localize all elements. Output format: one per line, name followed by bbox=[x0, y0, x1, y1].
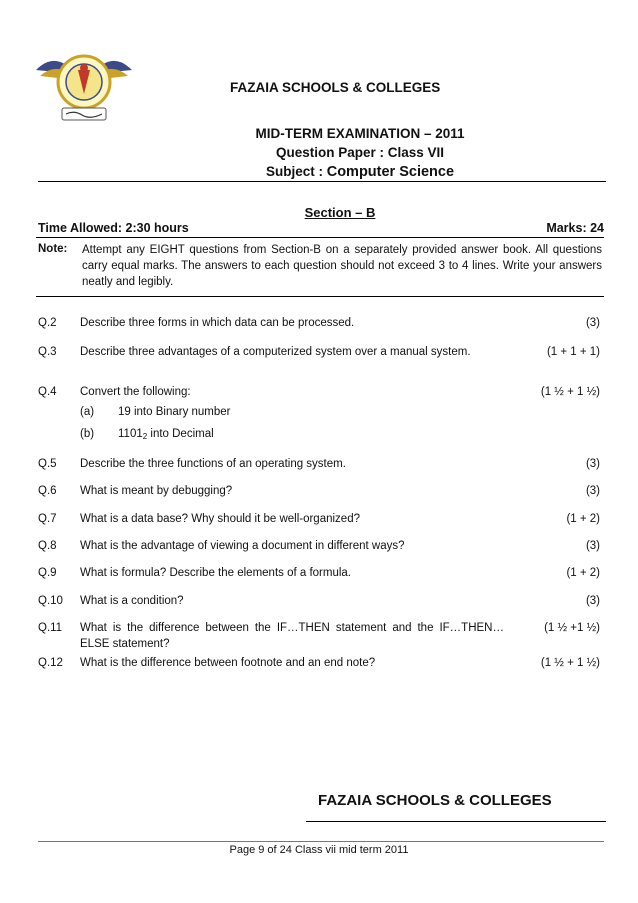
time-marks-row bbox=[38, 221, 604, 235]
question-text: Describe three forms in which data can be processed. bbox=[80, 317, 355, 329]
note-text: Attempt any EIGHT questions from Section-B on a separately provided answer book. All questions carry equal marks. The answers to each question should not exceed 3 to 4 lines. Write your answers neatly and legibly. bbox=[82, 244, 602, 288]
question-text: What is the difference between the IF…THEN statement and the IF…THEN…ELSE statement? bbox=[80, 622, 504, 650]
subject-label: Subject : bbox=[265, 164, 327, 179]
sub-label: (b) bbox=[80, 428, 95, 440]
question-number: Q.7 bbox=[38, 513, 57, 525]
question-number: Q.9 bbox=[38, 567, 57, 579]
question-number: Q.11 bbox=[38, 622, 63, 634]
question-marks: (3) bbox=[585, 458, 600, 470]
question-number: Q.4 bbox=[38, 386, 57, 398]
time-allowed: Time Allowed: 2:30 hours bbox=[38, 221, 189, 235]
footer-rule bbox=[306, 821, 606, 822]
question-text: What is meant by debugging? bbox=[80, 485, 233, 497]
question-text: What is the advantage of viewing a document in different ways? bbox=[80, 540, 405, 552]
question-number: Q.12 bbox=[38, 657, 63, 669]
question-text: What is a condition? bbox=[80, 595, 184, 607]
question-number: Q.8 bbox=[38, 540, 57, 552]
question-text: What is a data base? Why should it be well-organized? bbox=[80, 513, 360, 525]
subject-value: Computer Science bbox=[326, 164, 455, 180]
question-number: Q.10 bbox=[38, 595, 63, 607]
paper-title: Question Paper : Class VII bbox=[275, 145, 445, 160]
question-number: Q.2 bbox=[38, 317, 57, 329]
question-marks: (1 + 2) bbox=[566, 513, 600, 525]
question-marks: (1 ½ +1 ½) bbox=[544, 622, 600, 634]
question-marks: (3) bbox=[585, 317, 600, 329]
question-marks: (3) bbox=[585, 485, 600, 497]
sub-text: $1101_2$ into Decimal bbox=[118, 428, 214, 441]
exam-title: MID-TERM EXAMINATION – 2011 bbox=[255, 126, 465, 141]
section-title: Section – B bbox=[304, 205, 376, 220]
question-marks: (1 + 2) bbox=[566, 567, 600, 579]
question-number: Q.5 bbox=[38, 458, 57, 470]
question-text: Convert the following: bbox=[80, 386, 191, 398]
question-text: Describe three advantages of a computerized system over a manual system. bbox=[80, 346, 471, 358]
question-text: Describe the three functions of an operating system. bbox=[80, 458, 346, 470]
question-text: What is the difference between footnote and an end note? bbox=[80, 657, 376, 669]
question-marks: (3) bbox=[585, 540, 600, 552]
question-text: What is formula? Describe the elements of a formula. bbox=[80, 567, 352, 579]
question-number: Q.3 bbox=[38, 346, 57, 358]
question-number: Q.6 bbox=[38, 485, 57, 497]
total-marks: Marks: 24 bbox=[546, 221, 604, 235]
page-rule bbox=[38, 841, 604, 842]
question-marks: (1 ½ + 1 ½) bbox=[540, 386, 600, 398]
subject-line bbox=[180, 162, 540, 182]
exam-header bbox=[180, 124, 540, 182]
page-footer: Page 9 of 24 Class vii mid term 2011 bbox=[229, 844, 409, 856]
question-marks: (1 ½ + 1 ½) bbox=[540, 657, 600, 669]
sub-label: (a) bbox=[80, 406, 95, 418]
question-marks: (3) bbox=[585, 595, 600, 607]
sub-text: 19 into Binary number bbox=[118, 406, 231, 418]
question-marks: (1 + 1 + 1) bbox=[546, 346, 600, 358]
note-label: Note: bbox=[38, 243, 68, 255]
header-rule bbox=[38, 181, 606, 182]
school-name: FAZAIA SCHOOLS & COLLEGES bbox=[230, 80, 441, 95]
footer-school-name: FAZAIA SCHOOLS & COLLEGES bbox=[318, 792, 552, 809]
school-logo bbox=[26, 40, 142, 126]
